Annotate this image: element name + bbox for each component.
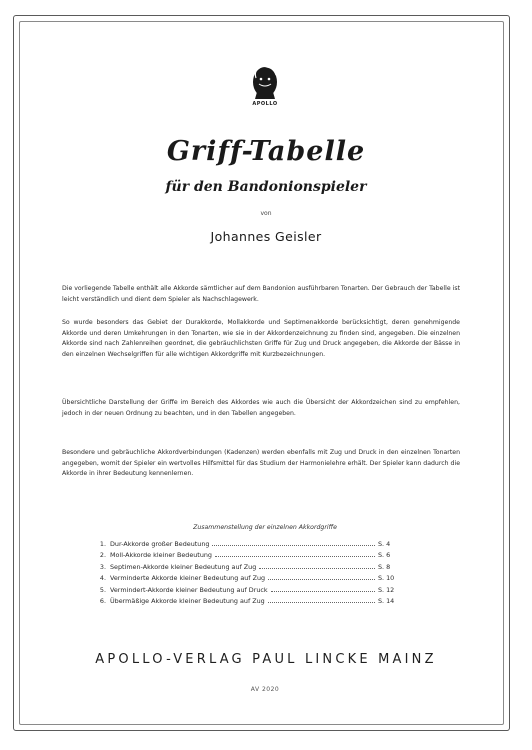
toc-item-number: 5. [99,585,106,594]
toc-leader-dots [271,585,375,592]
toc-item-number: 2. [99,551,106,560]
toc-item [96,573,416,584]
toc-item-label: Übermäßige Akkorde kleiner Bedeutung auf Zug [110,596,265,605]
paragraph-akkorde: So wurde besonders das Gebiet der Durakkorde, Mollakkorde und Septimenakkorde berücksichtigt, deren genehmigende Akkorde und deren Umkehrungen in den Tonarten, wie sie in der Akkordenzeichnung zu finden sind, angegeben. Die einzelnen Akkorde sind nach Zahlenreihen geordnet, die gebräuchlichsten Griffe für Zug und Druck angegeben, die Akkorde der Bässe in den einzelnen Wechselgriffen für alle wichtigen Akkordgriffe mit Kurzbezeichnungen. [62,319,460,358]
toc-leader-dots [212,539,375,546]
toc-item-number: 3. [99,562,106,571]
byline: von [260,210,272,217]
toc-item [96,585,416,596]
toc-item-label: Verminderte Akkorde kleiner Bedeutung auf Zug [110,574,266,583]
table-of-contents [96,539,416,607]
paragraph-kadenzen: Besondere und gebräuchliche Akkordverbindungen (Kadenzen) werden ebenfalls mit Zug und Druck in den einzelnen Tonarten angegeben, womit der Spieler ein wertvolles Hilfsmittel für das Studium der Harmonielehre erhält. Der Spieler kann dadurch die Akkorde in ihrer Bedeutung kennenlernen. [62,449,460,478]
toc-item-number: 1. [99,540,106,548]
toc-item-number: 4. [99,574,106,583]
toc-item-page: S. 14 [378,596,395,605]
toc-heading: Zusammenstellung der einzelnen Akkordgriffe [193,524,337,531]
toc-item [96,562,416,573]
toc-item-page: S. 12 [378,585,395,594]
publisher-imprint: APOLLO-VERLAG PAUL LINCKE MAINZ [95,652,437,667]
toc-item [96,550,416,561]
toc-item-page: S. 6 [378,551,391,560]
toc-item-label: Vermindert-Akkorde kleiner Bedeutung auf Druck [110,585,268,594]
toc-item-page: S. 8 [378,562,391,571]
paragraph-intro: Die vorliegende Tabelle enthält alle Akkorde sämtlicher auf dem Bandonion ausführbaren Tonarten. Der Gebrauch der Tabelle ist leicht verständlich und dient dem Spieler als Nachschlagewerk. [62,285,460,303]
toc-item-page: S. 4 [378,540,391,548]
inner-border-frame [19,21,504,725]
page-subtitle: für den Bandonionspieler [165,179,367,195]
toc-leader-dots [268,573,375,580]
toc-item [96,539,416,550]
toc-item-number: 6. [99,596,106,605]
toc-item-label: Moll-Akkorde kleiner Bedeutung [110,551,212,560]
toc-leader-dots [215,550,375,557]
toc-item [96,596,416,607]
toc-item-page: S. 10 [378,574,395,583]
catalog-number: AV 2020 [250,686,280,693]
toc-item-label: Septimen-Akkorde kleiner Bedeutung auf Zug [110,562,257,571]
paragraph-darstellung: Übersichtliche Darstellung der Griffe im Bereich des Akkordes wie auch die Übersicht der Akkordzeichen sind zu empfehlen, jedoch in der neuen Ordnung zu beachten, und in den Tabellen angegeben. [62,399,460,417]
logo-text: APOLLO [252,101,278,107]
toc-leader-dots [259,562,375,569]
toc-leader-dots [268,596,375,603]
page-title: Griff-Tabelle [166,136,366,167]
author-name: Johannes Geisler [210,229,322,244]
toc-item-label: Dur-Akkorde großer Bedeutung [110,540,210,548]
